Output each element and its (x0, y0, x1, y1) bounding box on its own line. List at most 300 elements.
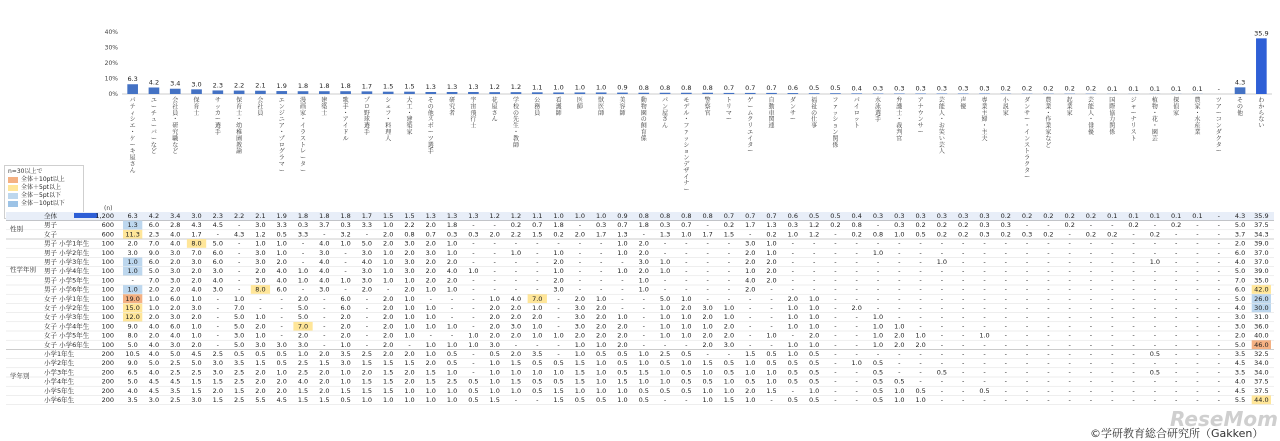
x-tick-label: 芸能人・俳優 (1087, 97, 1094, 136)
cell-value: 3.0 (319, 248, 330, 257)
cell-value: 0.3 (340, 221, 351, 230)
cell-value: - (237, 221, 241, 230)
cell-value: 1.0 (297, 276, 309, 285)
cell-value: 1.2 (255, 230, 266, 239)
bar (575, 92, 586, 94)
cell-value: - (472, 368, 475, 377)
cell-value: - (642, 230, 645, 239)
cell-value: 2.5 (446, 377, 458, 386)
cell-value: 2.0 (745, 285, 756, 294)
cell-value: 1.0 (872, 322, 884, 331)
x-tick-label: ユーチューバーなど (150, 97, 157, 156)
cell-value: 1.8 (340, 212, 351, 220)
bar (468, 92, 479, 94)
cell-value: 1.0 (638, 285, 649, 294)
cell-value: 1.9 (276, 212, 287, 220)
cell-value: - (216, 313, 220, 322)
x-tick-label: 起業家 (1066, 97, 1073, 117)
data-label: 0.7 (745, 83, 756, 92)
cell-value: 1.0 (787, 340, 799, 349)
cell-value: 44.0 (1254, 396, 1269, 404)
cell-value: 3.0 (212, 368, 224, 377)
row-n: 100 (101, 331, 114, 340)
cell-value: 0.2 (766, 230, 777, 239)
cell-value: 7.0 (1234, 276, 1246, 285)
cell-value: - (876, 350, 880, 358)
x-tick-label: 建築士 (321, 97, 328, 117)
cell-value: - (642, 322, 645, 331)
cell-value: - (898, 359, 901, 368)
cell-value: 0.5 (276, 230, 287, 239)
x-tick-label: ダンサー (789, 97, 796, 124)
cell-value: 15.0 (125, 304, 140, 312)
cell-value: 1.0 (340, 276, 351, 285)
row-label: 男子 小学2年生 (44, 248, 90, 257)
cell-value: - (1132, 313, 1135, 322)
cell-value: 0.1 (1107, 212, 1118, 220)
cell-value: 2.0 (702, 331, 713, 340)
cell-value: 2.1 (255, 212, 266, 220)
cell-value: - (834, 322, 837, 331)
cell-value: - (1004, 304, 1007, 312)
cell-value: - (855, 396, 858, 404)
legend-swatch (8, 193, 18, 199)
cell-value: - (1025, 258, 1029, 266)
cell-value: 4.5 (191, 350, 202, 358)
cell-value: 0.4 (851, 212, 862, 220)
cell-value: - (834, 294, 837, 303)
cell-value: 1.5 (510, 377, 522, 386)
cell-value: - (280, 322, 283, 331)
cell-value: 1.0 (659, 322, 671, 331)
row-label: 全体 (44, 212, 57, 220)
cell-value: - (1174, 304, 1178, 312)
cell-value: 3.0 (745, 239, 756, 248)
cell-value: 2.0 (510, 313, 522, 322)
cell-value: - (1174, 294, 1178, 303)
cell-value: - (1217, 359, 1220, 368)
cell-value: 1.0 (595, 212, 607, 220)
cell-value: 5.0 (170, 350, 181, 358)
data-label: 0.8 (681, 83, 692, 92)
cell-value: - (770, 304, 773, 312)
cell-value: 1.0 (702, 386, 713, 395)
x-tick-label: 歌手・アイドル (342, 97, 349, 143)
cell-value: 0.5 (766, 350, 777, 358)
cell-value: - (1132, 294, 1135, 303)
cell-value: - (1025, 248, 1029, 257)
row-label: 小学4年生 (44, 377, 75, 386)
cell-value: - (898, 350, 901, 358)
y-tick-label: 20% (104, 60, 118, 67)
cell-value: 4.0 (170, 230, 181, 239)
cell-value: 3.0 (148, 396, 160, 404)
x-tick-label: 動物園の飼育係 (640, 97, 647, 143)
cell-value: - (685, 248, 688, 257)
cell-value: 2.0 (191, 276, 202, 285)
cell-value: - (919, 359, 922, 368)
cell-value: - (1047, 258, 1050, 266)
cell-value: 4.0 (191, 285, 202, 294)
cell-value: - (1047, 304, 1050, 312)
cell-value: - (1174, 331, 1178, 340)
y-tick-label: 10% (104, 75, 118, 83)
cell-value: 1.8 (446, 221, 458, 230)
cell-value: - (727, 239, 731, 248)
x-tick-label: ファッション関係 (832, 97, 839, 149)
cell-value: - (685, 285, 688, 294)
data-label: 1.5 (383, 82, 394, 91)
cell-value: 2.0 (894, 340, 905, 349)
cell-value: - (472, 350, 475, 358)
cell-value: 2.0 (425, 221, 436, 230)
cell-value: 1.7 (191, 230, 202, 239)
cell-value: 1.3 (468, 212, 479, 220)
cell-value: - (237, 258, 241, 266)
cell-value: - (472, 248, 475, 257)
cell-value: - (1153, 221, 1157, 230)
cell-value: 1.0 (532, 304, 543, 312)
row-n: 600 (101, 221, 114, 230)
x-tick-label: 国際協力関係 (1109, 97, 1116, 136)
cell-value: - (727, 248, 731, 257)
cell-value: - (1174, 276, 1178, 285)
cell-value: 1.5 (361, 359, 373, 368)
cell-value: - (749, 313, 752, 322)
cell-value: 1.3 (446, 212, 458, 220)
data-label: 0.3 (936, 84, 948, 93)
cell-value: 0.1 (1170, 212, 1182, 220)
cell-value: - (1111, 350, 1114, 358)
cell-value: - (834, 267, 837, 276)
row-n: 100 (101, 276, 114, 285)
cell-value: - (1111, 368, 1114, 377)
cell-value: 1.8 (553, 221, 564, 230)
cell-value: 1.0 (404, 276, 415, 285)
cell-value: - (1174, 350, 1178, 358)
n-label: (n) (104, 205, 113, 212)
cell-value: 1.5 (638, 368, 649, 377)
cell-value: - (983, 359, 986, 368)
cell-value: - (1217, 212, 1220, 220)
cell-value: 1.0 (766, 331, 777, 340)
bar (617, 93, 628, 94)
cell-value: 2.0 (595, 304, 607, 312)
cell-value: - (663, 248, 667, 257)
cell-value: 1.0 (638, 377, 649, 386)
cell-value: 1.0 (915, 396, 926, 404)
cell-value: 1.5 (191, 377, 202, 386)
cell-value: 0.2 (1021, 212, 1033, 220)
cell-value: 1.0 (553, 248, 564, 257)
cell-value: - (1217, 322, 1220, 331)
data-label: 0.6 (787, 84, 799, 93)
cell-value: 0.3 (1000, 221, 1011, 230)
cell-value: 1.7 (595, 230, 607, 239)
cell-value: - (855, 331, 858, 340)
cell-value: - (514, 239, 518, 248)
row-label: 小学1年生 (44, 350, 75, 358)
cell-value: 37.0 (1254, 248, 1269, 257)
cell-value: - (1196, 322, 1199, 331)
cell-value: 1.5 (191, 386, 202, 395)
cell-value: 1.5 (745, 350, 756, 358)
cell-value: 3.0 (170, 340, 181, 349)
cell-value: 0.2 (1170, 221, 1182, 230)
cell-value: 2.5 (233, 368, 245, 377)
cell-value: 1.0 (659, 258, 671, 266)
cell-value: 1.0 (404, 386, 415, 395)
cell-value: - (642, 313, 645, 322)
cell-value: - (1047, 239, 1050, 248)
cell-value: - (983, 304, 986, 312)
cell-value: 2.0 (894, 331, 905, 340)
cell-value: - (1025, 386, 1029, 395)
cell-value: 37.0 (1254, 258, 1269, 266)
cell-value: 4.0 (319, 239, 330, 248)
cell-value: 1.0 (510, 248, 522, 257)
cell-value: - (514, 276, 518, 285)
cell-value: 1.5 (319, 396, 330, 404)
cell-value: 1.5 (383, 212, 394, 220)
cell-value: 2.0 (191, 340, 202, 349)
cell-value: 26.0 (1254, 294, 1269, 303)
x-tick-label: ダンサー・インストラクター (1024, 97, 1031, 181)
cell-value: 3.5 (1234, 368, 1246, 377)
x-tick-label: 植物・花・園芸 (1151, 97, 1158, 143)
data-label: 0.8 (659, 83, 671, 92)
cell-value: 1.0 (425, 350, 436, 358)
cell-value: - (493, 221, 496, 230)
bar (425, 92, 436, 94)
cell-value: 4.5 (170, 377, 181, 386)
x-tick-label: 大工・建築家 (406, 97, 413, 136)
cell-value: 1.0 (510, 368, 522, 377)
row-n: 200 (101, 359, 114, 368)
x-tick-label: 専業主婦・主夫 (981, 97, 988, 143)
cell-value: - (940, 248, 944, 257)
cell-value: 42.0 (1254, 285, 1269, 294)
cell-value: - (770, 313, 773, 322)
cell-value: - (557, 350, 560, 358)
cell-value: - (1132, 276, 1135, 285)
cell-value: 2.0 (574, 294, 586, 303)
cell-value: 1.3 (766, 221, 777, 230)
cell-value: - (1089, 239, 1093, 248)
cell-value: 2.0 (148, 313, 160, 322)
cell-value: - (940, 350, 944, 358)
cell-value: - (1217, 230, 1220, 239)
cell-value: - (1004, 248, 1007, 257)
cell-value: 3.0 (170, 248, 181, 257)
cell-value: 1.0 (255, 313, 266, 322)
cell-value: 4.0 (297, 377, 309, 386)
cell-value: 4.0 (170, 331, 181, 340)
cell-value: - (1068, 359, 1071, 368)
cell-value: - (812, 258, 816, 266)
cell-value: 1.0 (681, 359, 692, 368)
cell-value: 1.0 (276, 368, 287, 377)
data-label: 1.8 (319, 82, 330, 91)
cell-value: 4.0 (276, 276, 287, 285)
cell-value: 3.0 (255, 340, 266, 349)
cell-value: 1.0 (659, 377, 671, 386)
cell-value: 2.0 (638, 239, 649, 248)
cell-value: 3.0 (638, 258, 649, 266)
cell-value: 6.5 (127, 368, 138, 377)
x-tick-label: エンジニア・プログラマー (278, 97, 285, 175)
cell-value: 3.0 (404, 239, 415, 248)
row-label: 男子 小学4年生 (44, 267, 90, 276)
cell-value: - (1217, 386, 1220, 395)
cell-value: - (749, 322, 752, 331)
cell-value: 1.0 (191, 322, 202, 331)
cell-value: 3.0 (361, 276, 373, 285)
cell-value: - (919, 313, 922, 322)
cell-value: 1.0 (638, 350, 649, 358)
cell-value: 1.0 (766, 368, 777, 377)
cell-value: - (962, 368, 965, 377)
cell-value: 1.0 (489, 377, 500, 386)
x-tick-label: トリマー (725, 97, 732, 124)
x-tick-label: 保育士 (193, 97, 200, 117)
cell-value: 39.0 (1254, 239, 1269, 248)
cell-value: - (940, 267, 944, 276)
cell-value: - (472, 285, 475, 294)
cell-value: 0.5 (617, 368, 628, 377)
cell-value: - (536, 239, 539, 248)
x-tick-label: 花屋さん (491, 97, 498, 124)
cell-value: - (1217, 368, 1220, 377)
cell-value: 2.0 (383, 239, 394, 248)
cell-value: - (493, 248, 496, 257)
cell-value: 0.3 (446, 230, 458, 239)
data-label: 0.1 (1128, 84, 1139, 93)
cell-value: 0.5 (659, 359, 671, 368)
x-tick-label: 漫画家・イラストレーター (300, 97, 307, 175)
cell-value: - (855, 368, 858, 377)
cell-value: 2.0 (319, 386, 330, 395)
cell-value: - (1196, 258, 1199, 266)
cell-value: 4.5 (148, 377, 160, 386)
cell-value: 3.0 (212, 285, 224, 294)
cell-value: 1.0 (702, 322, 713, 331)
cell-value: 1.0 (127, 267, 138, 276)
cell-value: 1.0 (446, 239, 458, 248)
bar (532, 92, 543, 94)
cell-value: - (365, 340, 369, 349)
cell-value: - (855, 313, 858, 322)
cell-value: 2.0 (915, 340, 926, 349)
cell-value: 1.0 (745, 396, 756, 404)
cell-value: - (663, 276, 667, 285)
cell-value: 0.8 (872, 230, 884, 239)
cell-value: 2.0 (276, 386, 287, 395)
cell-value: - (493, 258, 496, 266)
cell-value: - (898, 276, 901, 285)
cell-value: 0.5 (681, 350, 692, 358)
cell-value: - (578, 258, 582, 266)
cell-value: 1.0 (681, 313, 692, 322)
cell-value: 0.5 (553, 359, 564, 368)
cell-value: 1.5 (510, 359, 522, 368)
cell-value: - (834, 276, 837, 285)
cell-value: 0.2 (1107, 230, 1118, 239)
cell-value: - (344, 267, 347, 276)
cell-value: 1.0 (702, 368, 713, 377)
cell-value: 2.0 (702, 340, 713, 349)
cell-value: 1.0 (638, 276, 649, 285)
cell-value: 0.5 (638, 386, 649, 395)
cell-value: - (940, 359, 944, 368)
cell-value: 6.3 (127, 212, 138, 220)
cell-value: 7.0 (191, 248, 202, 257)
cell-value: 0.5 (532, 377, 543, 386)
cell-value: - (1025, 359, 1029, 368)
cell-value: 0.5 (702, 377, 713, 386)
cell-value: - (387, 285, 390, 294)
cell-value: - (1047, 267, 1050, 276)
cell-value: - (749, 230, 752, 239)
cell-value: 0.7 (425, 230, 436, 239)
data-label: 0.3 (915, 84, 926, 93)
cell-value: - (1068, 313, 1071, 322)
cell-value: 1.0 (723, 386, 735, 395)
cell-value: 0.2 (1000, 230, 1011, 239)
copyright: ©学研教育総合研究所（Gakken） (1090, 427, 1264, 440)
cell-value: - (727, 258, 731, 266)
cell-value: - (1111, 294, 1114, 303)
cell-value: 1.0 (617, 396, 628, 404)
cell-value: 2.0 (595, 322, 607, 331)
cell-value: - (706, 267, 709, 276)
cell-value: - (834, 359, 837, 368)
data-label: 0.2 (1085, 84, 1097, 93)
cell-value: 0.5 (276, 350, 287, 358)
cell-value: 4.0 (148, 368, 160, 377)
cell-value: - (1089, 368, 1093, 377)
cell-value: 3.0 (255, 276, 266, 285)
cell-value: 5.0 (233, 313, 245, 322)
bar (596, 92, 607, 94)
cell-value: 3.0 (319, 285, 330, 294)
cell-value: 3.0 (127, 248, 138, 257)
cell-value: 1.0 (340, 368, 351, 377)
cell-value: - (578, 239, 582, 248)
row-label: 女子 小学1年生 (44, 294, 90, 303)
cell-value: 1.0 (574, 340, 586, 349)
cell-value: 1.0 (255, 239, 266, 248)
cell-value: 2.0 (745, 248, 756, 257)
cell-value: 1.0 (808, 386, 820, 395)
cell-value: 1.0 (404, 331, 415, 340)
cell-value: - (621, 294, 624, 303)
row-n: 100 (101, 294, 114, 303)
cell-value: - (834, 230, 837, 239)
cell-value: 3.0 (1234, 313, 1246, 322)
cell-value: - (493, 239, 496, 248)
cell-value: 2.0 (383, 313, 394, 322)
cell-value: 1.0 (383, 258, 394, 266)
cell-value: - (1132, 285, 1135, 294)
cell-value: 1.0 (787, 350, 799, 358)
cell-value: 0.5 (468, 396, 479, 404)
cell-value: 0.1 (1128, 212, 1139, 220)
data-label: 4.2 (148, 78, 160, 87)
cell-value: 2.0 (404, 368, 415, 377)
cell-value: - (812, 267, 816, 276)
cell-value: - (1089, 386, 1093, 395)
